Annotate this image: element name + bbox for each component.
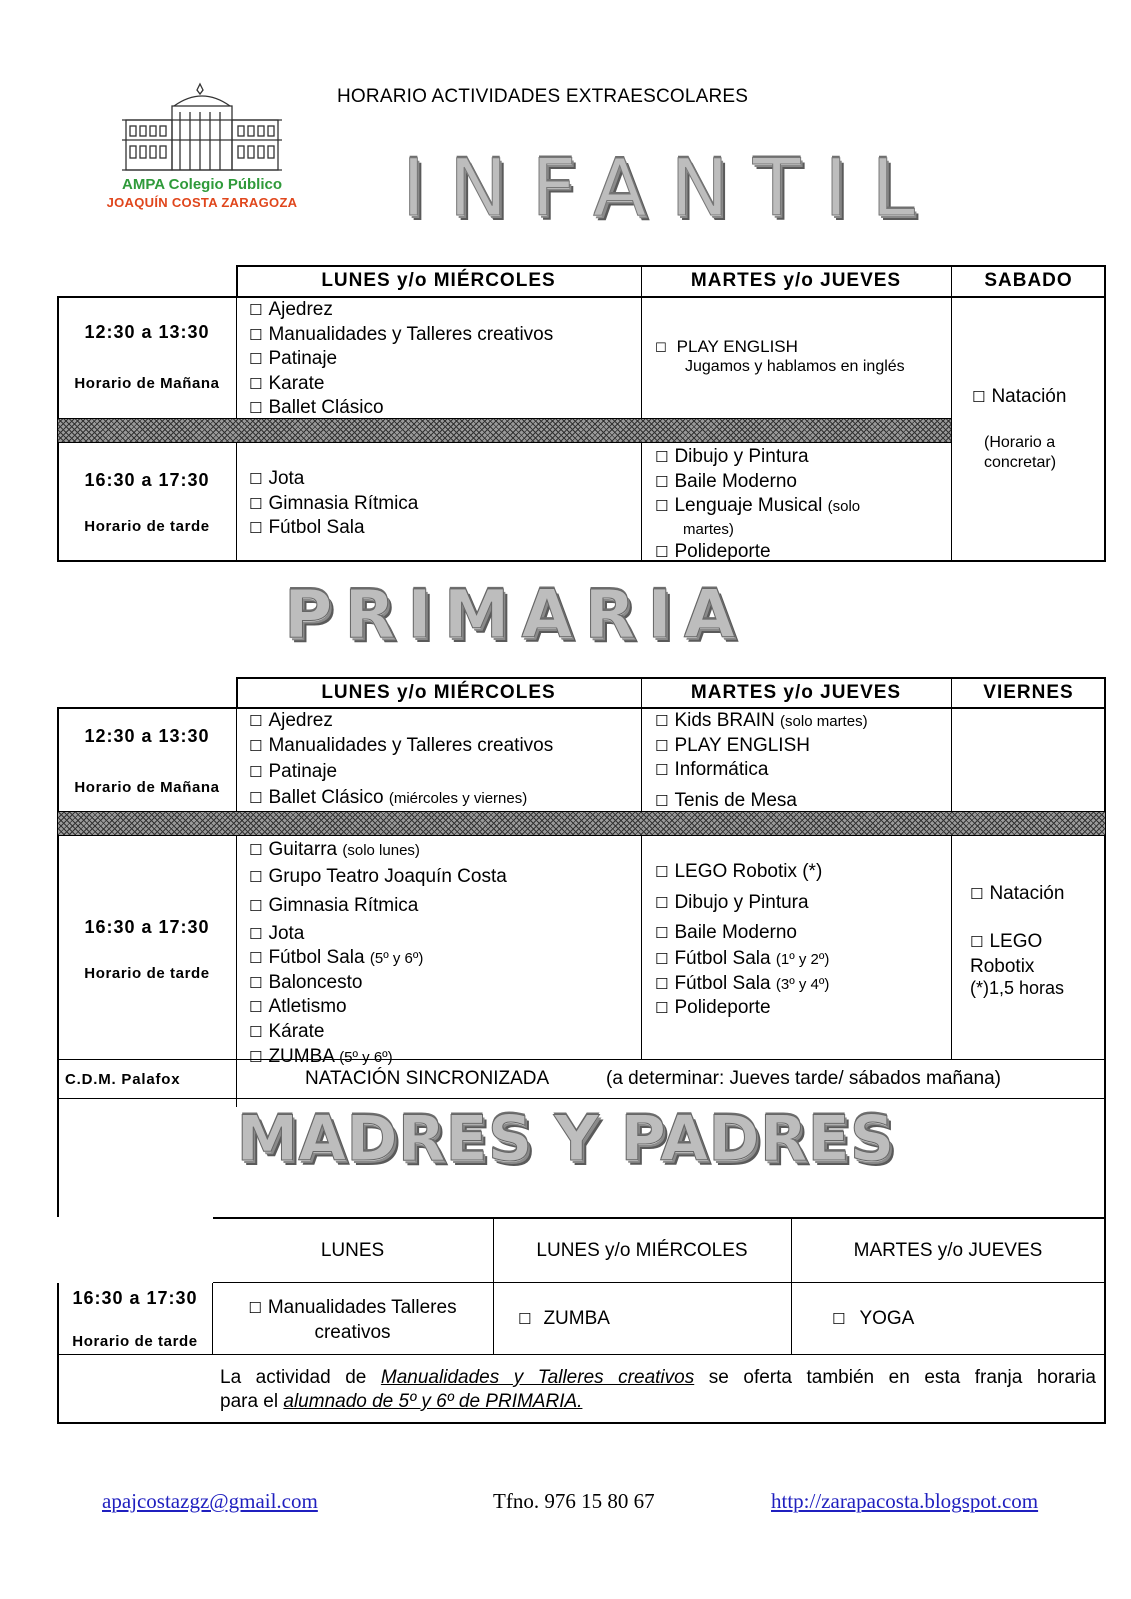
play-english-subtitle: Jugamos y hablamos en inglés bbox=[685, 358, 905, 375]
heading-madres-padres: MADRES Y PADRES bbox=[236, 1102, 895, 1175]
padres-header-lun-mie: LUNES y/o MIÉRCOLES bbox=[536, 1240, 748, 1261]
saturday-natacion[interactable]: ☐ Natación bbox=[972, 386, 1067, 407]
viernes-lego-robotix[interactable]: ☐ LEGO Robotix bbox=[970, 931, 1043, 977]
padres-time: 16:30 a 17:30 bbox=[72, 1288, 198, 1308]
primaria-afternoon-col2 bbox=[655, 857, 829, 1021]
padres-note-line2: para el alumnado de 5º y 6º de PRIMARIA. bbox=[220, 1391, 583, 1412]
checkbox-icon[interactable]: ☐ bbox=[518, 1311, 532, 1328]
list-item[interactable]: ☐ LEGO Robotix (*) bbox=[655, 857, 829, 888]
list-item[interactable]: ☐ Grupo Teatro Joaquín Costa bbox=[249, 863, 507, 891]
infantil-separator bbox=[58, 418, 951, 443]
primaria-separator bbox=[58, 811, 1105, 836]
footer-blog-link[interactable]: http://zarapacosta.blogspot.com bbox=[771, 1489, 1039, 1513]
padres-yoga[interactable]: ☐ YOGA bbox=[832, 1308, 915, 1329]
infantil-morning-time: 12:30 a 13:30 bbox=[84, 322, 210, 342]
infantil-afternoon-col1 bbox=[249, 467, 418, 541]
checkbox-icon[interactable]: ☐ bbox=[249, 897, 263, 915]
padres-zumba[interactable]: ☐ ZUMBA bbox=[518, 1308, 610, 1329]
checkbox-icon[interactable]: ☐ bbox=[249, 790, 263, 808]
checkbox-icon[interactable]: ☐ bbox=[655, 713, 669, 730]
list-item[interactable]: ☐ Baile Moderno bbox=[655, 919, 829, 947]
checkbox-icon[interactable]: ☐ bbox=[249, 842, 263, 859]
list-item[interactable]: ☐ Jota bbox=[249, 922, 507, 947]
checkbox-icon[interactable]: ☐ bbox=[655, 895, 669, 912]
checkbox-icon[interactable]: ☐ bbox=[249, 326, 263, 344]
infantil-header-sabado: SABADO bbox=[984, 270, 1073, 291]
cdm-activity: NATACIÓN SINCRONIZADA bbox=[305, 1068, 550, 1089]
checkbox-icon[interactable]: ☐ bbox=[249, 925, 263, 943]
checkbox-icon[interactable]: ☐ bbox=[249, 713, 263, 730]
list-item[interactable]: ☐ Atletismo bbox=[249, 995, 507, 1020]
footer-email-link[interactable]: apajcostazgz@gmail.com bbox=[102, 1489, 318, 1513]
checkbox-icon[interactable]: ☐ bbox=[655, 1000, 669, 1018]
checkbox-icon[interactable]: ☐ bbox=[970, 934, 984, 951]
cdm-label: C.D.M. Palafox bbox=[65, 1071, 181, 1088]
padres-header-mar-jue: MARTES y/o JUEVES bbox=[853, 1240, 1043, 1261]
checkbox-icon[interactable]: ☐ bbox=[655, 340, 667, 355]
checkbox-icon[interactable]: ☐ bbox=[655, 449, 669, 466]
logo-text-ampa: AMPA Colegio Público bbox=[122, 176, 282, 193]
list-item[interactable]: ☐ Tenis de Mesa bbox=[655, 783, 868, 820]
infantil-morning-label: Horario de Mañana bbox=[74, 375, 220, 392]
list-item[interactable]: ☐ Lenguaje Musical (solo bbox=[655, 494, 860, 519]
list-item[interactable]: ☐ Ajedrez bbox=[249, 709, 553, 734]
checkbox-icon[interactable]: ☐ bbox=[249, 868, 263, 886]
checkbox-icon[interactable]: ☐ bbox=[249, 400, 263, 418]
checkbox-icon[interactable]: ☐ bbox=[655, 473, 669, 491]
list-item[interactable]: ☐ Kárate bbox=[249, 1020, 507, 1045]
heading-infantil: INFANTIL bbox=[402, 144, 939, 234]
viernes-lego-note: (*)1,5 horas bbox=[970, 978, 1065, 998]
list-item[interactable]: ☐ PLAY ENGLISH bbox=[655, 734, 868, 759]
list-item[interactable]: ☐ Dibujo y Pintura bbox=[655, 888, 829, 919]
list-item[interactable]: ☐ Dibujo y Pintura bbox=[655, 445, 860, 470]
play-english-item[interactable]: ☐ PLAY ENGLISH bbox=[655, 337, 798, 356]
checkbox-icon[interactable]: ☐ bbox=[249, 999, 263, 1017]
heading-primaria: PRIMARIA bbox=[284, 576, 747, 653]
padres-header-lunes: LUNES bbox=[320, 1240, 385, 1261]
list-item[interactable]: ☐ Gimnasia Rítmica bbox=[249, 891, 507, 922]
checkbox-icon[interactable]: ☐ bbox=[832, 1311, 846, 1328]
checkbox-icon[interactable]: ☐ bbox=[249, 950, 263, 968]
list-item[interactable]: ☐ Informática bbox=[655, 758, 868, 783]
list-item[interactable]: ☐ Baloncesto bbox=[249, 971, 507, 996]
checkbox-icon[interactable]: ☐ bbox=[655, 792, 669, 810]
list-item[interactable]: ☐ Polideporte bbox=[655, 996, 829, 1021]
list-item-note: martes) bbox=[683, 520, 734, 538]
list-item[interactable]: ☐ Patinaje bbox=[249, 347, 553, 372]
list-item[interactable]: ☐ Ballet Clásico bbox=[249, 396, 553, 421]
checkbox-icon[interactable]: ☐ bbox=[249, 1023, 263, 1041]
checkbox-icon[interactable]: ☐ bbox=[970, 886, 984, 903]
list-item[interactable]: ☐ Manualidades y Talleres creativos bbox=[249, 323, 553, 348]
checkbox-icon[interactable]: ☐ bbox=[248, 1300, 262, 1317]
checkbox-icon[interactable]: ☐ bbox=[249, 974, 263, 992]
checkbox-icon[interactable]: ☐ bbox=[655, 737, 669, 755]
infantil-header-lun-mie: LUNES y/o MIÉRCOLES bbox=[321, 270, 556, 291]
list-item[interactable]: ☐ Patinaje bbox=[249, 758, 553, 787]
primaria-header-mar-jue: MARTES y/o JUEVES bbox=[690, 682, 902, 703]
infantil-afternoon-label: Horario de tarde bbox=[84, 518, 210, 535]
primaria-afternoon-label: Horario de tarde bbox=[84, 965, 210, 982]
list-item[interactable]: ☐ Baile Moderno bbox=[655, 470, 860, 495]
primaria-header-viernes: VIERNES bbox=[983, 682, 1074, 703]
list-item[interactable]: ☐ Polideporte bbox=[655, 540, 860, 565]
padres-note-line1: La actividad de Manualidades y Talleres creativos se oferta también en esta franja horaria bbox=[220, 1367, 1096, 1388]
infantil-header-mar-jue: MARTES y/o JUEVES bbox=[690, 270, 902, 291]
primaria-morning-label: Horario de Mañana bbox=[74, 779, 220, 796]
checkbox-icon[interactable]: ☐ bbox=[655, 543, 669, 561]
list-item[interactable]: ☐ Guitarra (solo lunes) bbox=[249, 838, 507, 863]
viernes-natacion[interactable]: ☐ Natación bbox=[970, 883, 1065, 904]
checkbox-icon[interactable]: ☐ bbox=[249, 520, 263, 538]
checkbox-icon[interactable]: ☐ bbox=[972, 389, 986, 406]
checkbox-icon[interactable]: ☐ bbox=[249, 737, 263, 755]
cdm-note: (a determinar: Jueves tarde/ sábados mañana) bbox=[606, 1068, 1001, 1089]
infantil-morning-col1 bbox=[249, 298, 553, 421]
ampa-logo bbox=[102, 80, 302, 215]
infantil-afternoon-time: 16:30 a 17:30 bbox=[84, 470, 210, 490]
checkbox-icon[interactable]: ☐ bbox=[249, 471, 263, 488]
checkbox-icon[interactable]: ☐ bbox=[655, 951, 669, 968]
checkbox-icon[interactable]: ☐ bbox=[249, 302, 263, 319]
primaria-afternoon-time: 16:30 a 17:30 bbox=[84, 917, 210, 937]
saturday-note: (Horario a concretar) bbox=[984, 434, 1057, 471]
list-item[interactable]: ☐ Ballet Clásico (miércoles y viernes) bbox=[249, 787, 528, 809]
list-item[interactable]: ☐ ZUMBA (5º y 6º) bbox=[249, 1045, 507, 1070]
checkbox-icon[interactable]: ☐ bbox=[655, 498, 669, 516]
logo-text-school: JOAQUÍN COSTA ZARAGOZA bbox=[106, 195, 298, 210]
list-item[interactable]: ☐ Karate bbox=[249, 372, 553, 397]
school-building-icon bbox=[102, 80, 302, 175]
list-item[interactable]: ☐ Fútbol Sala (1º y 2º) bbox=[655, 947, 829, 972]
checkbox-icon[interactable]: ☐ bbox=[249, 495, 263, 513]
list-item[interactable]: ☐ Fútbol Sala (5º y 6º) bbox=[249, 946, 507, 971]
checkbox-icon[interactable]: ☐ bbox=[249, 351, 263, 369]
list-item[interactable]: ☐ Manualidades y Talleres creativos bbox=[249, 734, 553, 759]
list-item[interactable]: ☐ Fútbol Sala bbox=[249, 516, 418, 541]
primaria-morning-col1 bbox=[249, 709, 553, 810]
infantil-afternoon-col2 bbox=[655, 445, 860, 564]
primaria-afternoon-col1 bbox=[249, 838, 507, 1069]
checkbox-icon[interactable]: ☐ bbox=[249, 375, 263, 393]
list-item[interactable]: ☐ Fútbol Sala (3º y 4º) bbox=[655, 972, 829, 997]
document-title: HORARIO ACTIVIDADES EXTRAESCOLARES bbox=[337, 86, 749, 107]
checkbox-icon[interactable]: ☐ bbox=[655, 762, 669, 780]
list-item[interactable]: ☐ Kids BRAIN (solo martes) bbox=[655, 709, 868, 734]
checkbox-icon[interactable]: ☐ bbox=[655, 864, 669, 881]
primaria-morning-col2 bbox=[655, 709, 868, 820]
list-item[interactable]: ☐ Gimnasia Rítmica bbox=[249, 492, 418, 517]
padres-manualidades[interactable]: ☐ Manualidades Talleres creativos bbox=[248, 1297, 457, 1343]
checkbox-icon[interactable]: ☐ bbox=[655, 975, 669, 993]
checkbox-icon[interactable]: ☐ bbox=[249, 1048, 263, 1066]
footer-phone: Tfno. 976 15 80 67 bbox=[493, 1489, 655, 1513]
list-item[interactable]: ☐ Jota bbox=[249, 467, 418, 492]
checkbox-icon[interactable]: ☐ bbox=[655, 925, 669, 942]
checkbox-icon[interactable]: ☐ bbox=[249, 764, 263, 782]
padres-label: Horario de tarde bbox=[72, 1333, 198, 1350]
list-item[interactable]: ☐ Ajedrez bbox=[249, 298, 553, 323]
primaria-header-lun-mie: LUNES y/o MIÉRCOLES bbox=[321, 682, 556, 703]
primaria-morning-time: 12:30 a 13:30 bbox=[84, 726, 210, 746]
